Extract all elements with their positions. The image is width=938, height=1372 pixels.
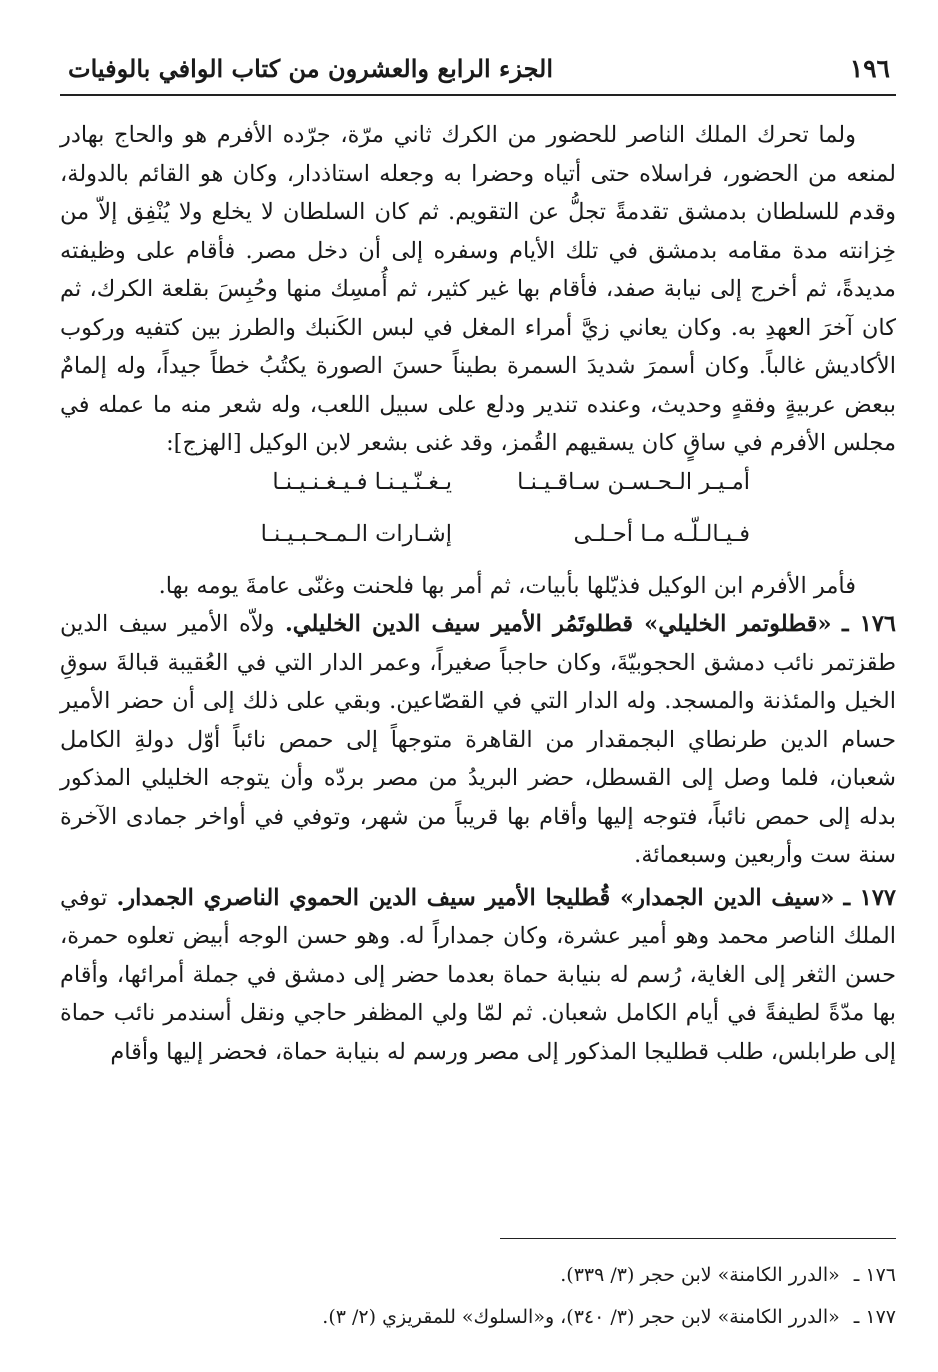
footnote-177-text: «الدرر الكامنة» لابن حجر (٣/ ٣٤٠)، و«السلوك» للمقريزي (٢/ ٣).: [322, 1306, 840, 1328]
footnotes: [60, 1254, 896, 1338]
entry-176: [60, 605, 896, 875]
footnote-176-text: «الدرر الكامنة» لابن حجر (٣/ ٣٣٩).: [560, 1264, 840, 1286]
footnote-177: [60, 1296, 896, 1338]
entry-176-text: ولاّه الأمير سيف الدين طقزتمر نائب دمشق الحجوبيّةَ، وكان حاجباً صغيراً، وعمر الدار التي في العُقيبة قبالةَ سوقِ الخيل والمئذنة والمسجد. وله الدار التي في القصّاعين. وبقي على ذلك إلى أن حضر الأمير حسام الدين طرنطاي البجمقدار من القاهرة متوجهاً إلى حمص نائباً أوّل دولةِ الكامل شعبان، فلما وصل إلى القسطل، حضر البريدُ من مصر بردّه وأن يتوجه الخليلي المذكور بدله إلى حمص نائباً، فتوجه إليها وأقام بها قريباً من شهر، وتوفي في أواخر جمادى الآخرة سنة ست وأربعين وسبعمائة.: [60, 611, 896, 868]
running-header: [60, 44, 896, 96]
entry-176-heading: «قطلوتمر الخليلي» قطلوتَمُر الأمير سيف الدين الخليلي.: [284, 611, 832, 637]
running-title: الجزء الرابع والعشرون من كتاب الوافي بالوفيات: [68, 54, 554, 83]
verse-2-first-hemistich: فـيـالـلّـه مـا أحـلـى: [573, 521, 750, 547]
footnote-rule: [500, 1238, 896, 1239]
entry-177: [60, 879, 896, 1072]
entry-177-number: ١٧٧ ـ: [843, 884, 897, 911]
paragraph-after-poem: فأمر الأفرم ابن الوكيل فذيّلها بأبيات، ثم أمر بها فلحنت وغنّى عامةَ يومه بها.: [158, 572, 856, 599]
poem-block: [60, 463, 896, 567]
verse-2-second-hemistich: إشـارات الـمـحـبـيـنـا: [260, 521, 452, 547]
entry-177-text: توفي الملك الناصر محمد وهو أمير عشرة، وكان جمداراً له. وهو حسن الوجه أبيض تعلوه حمرة، حسن الثغر إلى الغاية، رُسم له بنيابة حماة بعدما حضر إلى دمشق في جملة أمرائها، وأقام بها مدّةً لطيفةً في أيام الكامل شعبان. ثم لمّا ولي المظفر حاجي ونقل أسندمر نائب حماة إلى طرابلس، طلب قطليجا المذكور إلى مصر ورسم له بنيابة حماة، فحضر إليها وأقام: [60, 884, 896, 1065]
entry-177-heading: «سيف الدين الجمدار» قُطليجا الأمير سيف الدين الحموي الناصري الجمدار.: [116, 884, 835, 911]
paragraph-intro: ولما تحرك الملك الناصر للحضور من الكرك ثاني مرّة، جرّده الأفرم هو والحاج بهادر لمنعه من الحضور، فراسلاه حتى أتياه وحضرا به وجعله استاذدار، وكان هو القائم بالدولة، وقدم للسلطان بدمشق تقدمةً تجلُّ عن التقويم. ثم كان السلطان لا يخلع ولا يُنْفِق إلاّ من خِزانته مدة مقامه بدمشق في تلك الأيام وسفره إلى أن دخل مصر. فأقام على وظيفته مديدةً، ثم أخرج إلى نيابة صفد، فأقام بها غير كثير، ثم أُمسِك منها وحُبِسَ بقلعة الكرك، ثم كان آخرَ العهدِ به. وكان يعاني زيَّ أمراء المغل في لبس الكَنبك والطرز بين كتفيه وركوب الأكاديش غالباً. وكان أسمرَ شديدَ السمرة بطيناً حسنَ الصورة يكتُبُ خطاً جيداً، وله إلمامٌ ببعض عربيةٍ وفقهٍ وحديث، وعنده تندير ودلع على سبيل اللعب، وله شعر منه ما عمله في مجلس الأفرم في ساقٍ كان يسقيهم القُمز، وقد غنى بشعر لابن الوكيل [الهزج]:: [60, 122, 896, 456]
entry-176-number: ١٧٦ ـ: [842, 611, 897, 637]
main-text: [60, 116, 896, 1071]
header-rule: [60, 94, 896, 96]
poem-verse-1: [60, 463, 896, 515]
page-number: ١٩٦: [849, 54, 890, 83]
verse-1-second-hemistich: يـغـنّـيـنـا فـيـغـنـيـنـا: [272, 469, 452, 495]
footnote-176: [60, 1254, 896, 1296]
footnote-176-number: ١٧٦ ـ: [853, 1264, 896, 1286]
poem-verse-2: [60, 515, 896, 567]
footnote-177-number: ١٧٧ ـ: [853, 1306, 896, 1328]
verse-1-first-hemistich: أمـيـر الـحـسـن سـاقـيـنـا: [517, 469, 750, 495]
